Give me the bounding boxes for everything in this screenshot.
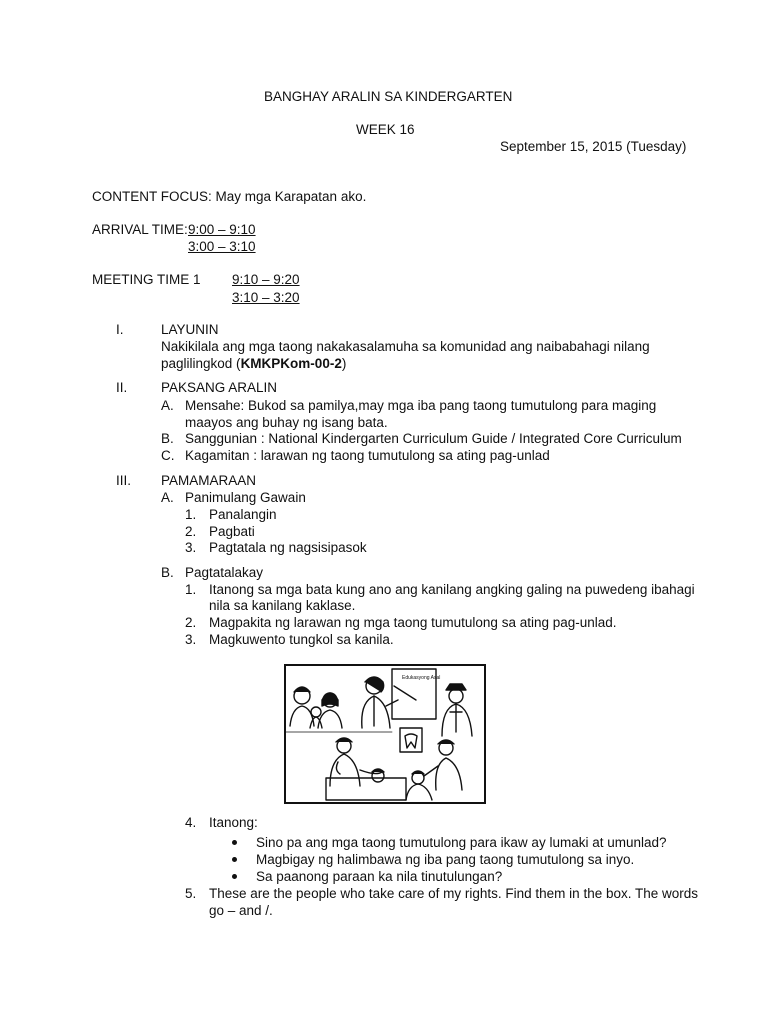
- section-3-b-num-4: 4.: [185, 815, 197, 830]
- section-1-number: I.: [116, 322, 124, 337]
- section-3-a-item-2: Pagbati: [209, 524, 255, 539]
- arrival-time-2: 3:00 – 3:10: [188, 239, 256, 254]
- question-1: Sino pa ang mga taong tumutulong para ikaw ay lumaki at umunlad?: [256, 835, 667, 850]
- police-body: [442, 704, 472, 736]
- dentist-body: [436, 758, 462, 790]
- section-3-b-num-1: 1.: [185, 582, 197, 597]
- section-3-b-num-3: 3.: [185, 632, 197, 647]
- section-3-b-letter: B.: [161, 565, 174, 580]
- section-1-text-line2: [161, 356, 346, 372]
- tooth-poster: [400, 728, 422, 752]
- section-1-heading: LAYUNIN: [161, 322, 219, 337]
- section-3-b-num-5: 5.: [185, 886, 197, 901]
- section-3-a-item-3: Pagtatala ng nagsisipasok: [209, 540, 367, 555]
- police-head: [449, 689, 463, 703]
- question-3: Sa paanong paraan ka nila tinutulungan?: [256, 869, 503, 884]
- bed: [326, 778, 406, 800]
- father-body: [290, 706, 314, 726]
- community-helpers-illustration: [284, 664, 486, 804]
- bullet-icon: [232, 840, 237, 845]
- doctor-body: [330, 754, 360, 786]
- section-3-b-text: Pagtatalakay: [185, 565, 264, 580]
- section-3-b5-line1: These are the people who take care of my rights. Find them in the box. The words: [209, 886, 699, 901]
- child-head: [311, 707, 321, 717]
- section-3-b3: Magkuwento tungkol sa kanila.: [209, 632, 394, 647]
- section-1-text-pre: paglilingkod (: [161, 356, 241, 371]
- competency-code: KMKPKom-00-2: [240, 356, 342, 371]
- section-2-number: II.: [116, 380, 128, 395]
- section-2-c-letter: C.: [161, 448, 175, 463]
- question-2: Magbigay ng halimbawa ng iba pang taong tumutulong sa inyo.: [256, 852, 635, 867]
- section-3-a-num-3: 3.: [185, 540, 197, 555]
- illustration-sign: Edukasyong Asal: [402, 675, 441, 681]
- week-label: WEEK 16: [356, 122, 415, 137]
- section-3-a-item-1: Panalangin: [209, 507, 277, 522]
- section-2-heading: PAKSANG ARALIN: [161, 380, 278, 395]
- section-3-heading: PAMAMARAAN: [161, 473, 257, 488]
- section-3-a-text: Panimulang Gawain: [185, 490, 306, 505]
- section-1-text-line1: Nakikilala ang mga taong nakakasalamuha sa komunidad ang naibabahagi nilang: [161, 339, 650, 354]
- section-3-a-letter: A.: [161, 490, 174, 505]
- bullet-icon: [232, 874, 237, 879]
- document-title: BANGHAY ARALIN SA KINDERGARTEN: [264, 89, 513, 104]
- meeting-label: MEETING TIME 1: [92, 272, 201, 287]
- bullet-icon: [232, 857, 237, 862]
- section-2-a-letter: A.: [161, 398, 174, 413]
- lesson-date: September 15, 2015 (Tuesday): [500, 139, 687, 154]
- section-3-a-num-2: 2.: [185, 524, 197, 539]
- section-2-a-line1: Mensahe: Bukod sa pamilya,may mga iba pang taong tumutulong para maging: [185, 398, 657, 413]
- section-2-b-letter: B.: [161, 431, 174, 446]
- meeting-time-2: 3:10 – 3:20: [232, 290, 300, 305]
- section-3-b2: Magpakita ng larawan ng mga taong tumutulong sa ating pag-unlad.: [209, 615, 617, 630]
- section-3-number: III.: [116, 473, 132, 488]
- illustration-drawing: [286, 666, 484, 802]
- section-3-b1-line2: nila sa kanilang kaklase.: [209, 598, 356, 613]
- section-2-c-text: Kagamitan : larawan ng taong tumutulong sa ating pag-unlad: [185, 448, 550, 463]
- teacher-body: [362, 696, 390, 728]
- section-3-b5-line2: go – and /.: [209, 903, 273, 918]
- arrival-time-1: 9:00 – 9:10: [188, 222, 256, 237]
- section-3-b-num-2: 2.: [185, 615, 197, 630]
- meeting-time-1: 9:10 – 9:20: [232, 272, 300, 287]
- section-3-a-num-1: 1.: [185, 507, 197, 522]
- content-focus: CONTENT FOCUS: May mga Karapatan ako.: [92, 189, 367, 204]
- section-3-b4: Itanong:: [209, 815, 258, 830]
- arrival-label: ARRIVAL TIME:: [92, 222, 188, 237]
- section-2-a-line2: maayos ang buhay ng isang bata.: [185, 415, 388, 430]
- section-2-b-text: Sanggunian : National Kindergarten Curriculum Guide / Integrated Core Curriculum: [185, 431, 682, 446]
- section-1-text-post: ): [341, 356, 347, 371]
- section-3-b1-line1: Itanong sa mga bata kung ano ang kanilang angking galing na puwedeng ibahagi: [209, 582, 695, 597]
